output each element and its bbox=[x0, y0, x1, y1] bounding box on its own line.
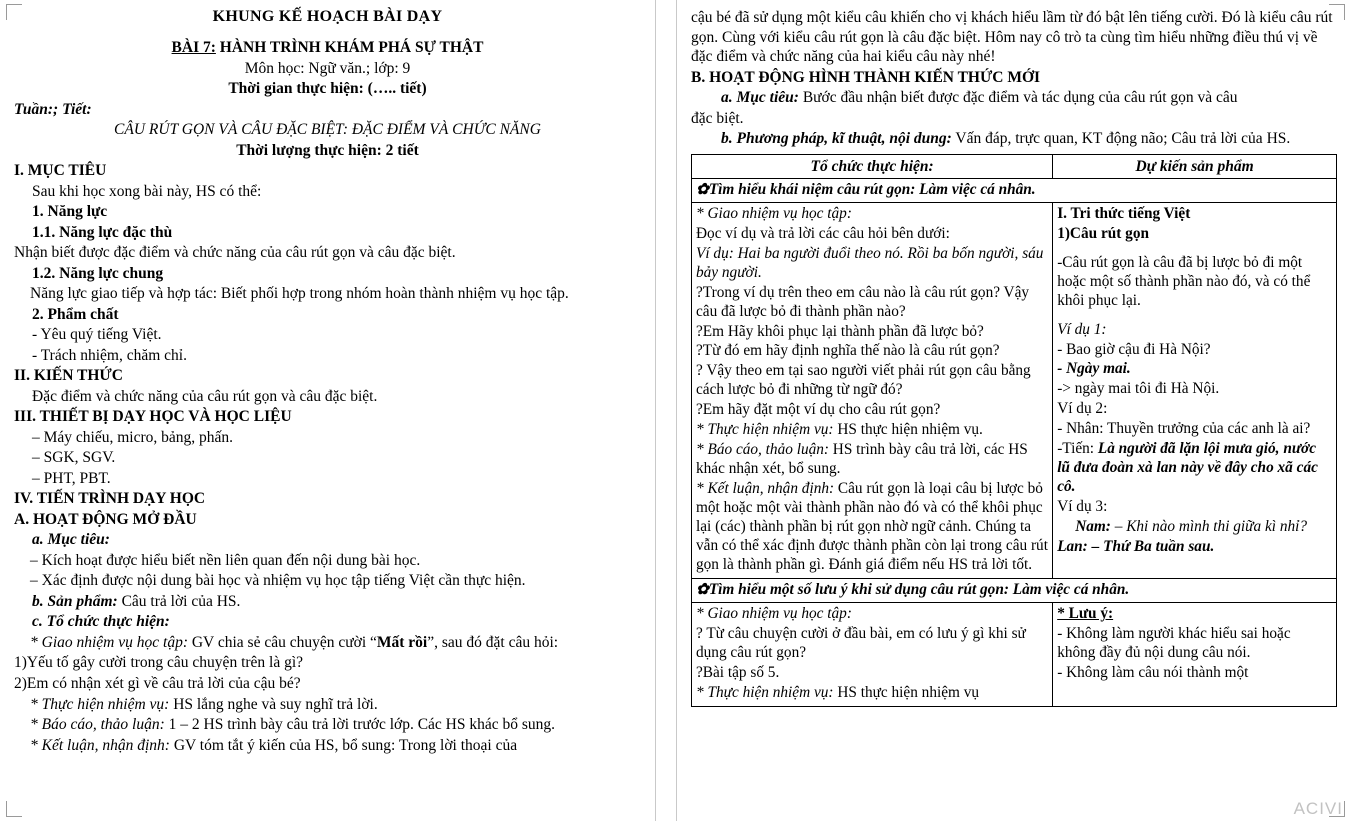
s1r-vidu3-b-label: Lan: bbox=[1057, 538, 1088, 556]
s2-giao-nhiem-vu-label: * Giao nhiệm vụ học tập: bbox=[696, 604, 852, 622]
page-gutter bbox=[655, 0, 677, 821]
right-intro-paragraph: cậu bé đã sử dụng một kiểu câu khiến cho vị khách hiểu lầm từ đó bật lên tiếng cười. Đó là kiểu câu rút gọn. Cùng với kiểu câu rút gọn là câu đặc biệt. Hôm nay cô trò ta cùng tìm hiểu những điều thú vị về đặc điểm và chức năng của hai kiểu câu này nhé! bbox=[691, 9, 1333, 66]
giao-nhiem-vu-text: GV chia sẻ câu chuyện cười “ bbox=[187, 633, 377, 651]
s1r-vidu2-label: Ví dụ 2: bbox=[1057, 400, 1108, 418]
s1r-heading-2: 1)Câu rút gọn bbox=[1057, 224, 1149, 242]
s1r-spacer bbox=[1057, 245, 1332, 253]
col-header-product: Dự kiến sản phẩm bbox=[1053, 154, 1337, 178]
crop-mark-top-left bbox=[6, 4, 22, 20]
duration-line: Thời lượng thực hiện: 2 tiết bbox=[236, 141, 419, 159]
section-b-phuong-phap-text: Vấn đáp, trực quan, KT động não; Câu trả lời của HS. bbox=[951, 130, 1291, 148]
s1r-vidu2-a bbox=[1057, 420, 1332, 439]
section-b-muc-tieu-text2: đặc biệt. bbox=[691, 109, 744, 127]
section-iii-heading: III. THIẾT BỊ DẠY HỌC VÀ HỌC LIỆU bbox=[14, 408, 292, 426]
section-1-banner: ✿Tìm hiểu khái niệm câu rút gọn: Làm việc cá nhân. bbox=[692, 178, 1337, 202]
giao-nhiem-vu-text2: ”, sau đó đặt câu hỏi: bbox=[427, 633, 559, 651]
section-b-muc-tieu-line bbox=[691, 88, 1337, 108]
giao-nhiem-vu-label: * Giao nhiệm vụ học tập: bbox=[30, 633, 188, 651]
section-ii-heading: II. KIẾN THỨC bbox=[14, 367, 123, 385]
s2-thuc-hien-text: HS thực hiện nhiệm vụ bbox=[833, 683, 980, 701]
giao-nhiem-vu-story: Mất rồi bbox=[376, 633, 428, 651]
section-iv-heading: IV. TIẾN TRÌNH DẠY HỌC bbox=[14, 490, 206, 508]
s1-bao-cao-line bbox=[696, 441, 1048, 479]
s1r-vidu1-a: - Bao giờ cậu đi Hà Nội? bbox=[1057, 340, 1211, 358]
week-label: Tuần: bbox=[14, 100, 54, 118]
section-2-right-cell bbox=[1053, 602, 1337, 706]
section-iv-a-heading: A. HOẠT ĐỘNG MỞ ĐẦU bbox=[14, 510, 197, 528]
bao-cao-thao-luan-label: * Báo cáo, thảo luận: bbox=[30, 716, 165, 734]
section-2-banner: ✿Tìm hiểu một số lưu ý khi sử dụng câu rút gọn: Làm việc cá nhân. bbox=[692, 578, 1337, 602]
s2r-luu-y-heading: * Lưu ý: bbox=[1057, 604, 1114, 622]
s1-question-1: ?Trong ví dụ trên theo em câu nào là câu rút gọn? Vậy câu đã lược bỏ đi thành phần nào? bbox=[696, 283, 1030, 320]
s1r-vidu1-b: - Ngày mai. bbox=[1057, 360, 1131, 378]
activity-table bbox=[691, 154, 1337, 707]
s1-thuc-hien-text: HS thực hiện nhiệm vụ. bbox=[833, 421, 983, 439]
section-ii-text: Đặc điểm và chức năng của câu rút gọn và câu đặc biệt. bbox=[32, 387, 378, 405]
s1-question-5: ?Em hãy đặt một ví dụ cho câu rút gọn? bbox=[696, 401, 941, 419]
section-1-left-cell bbox=[692, 202, 1053, 578]
s1r-vidu2-b-label: -Tiến: bbox=[1057, 440, 1095, 458]
to-chuc-thuc-hien-label: c. Tổ chức thực hiện: bbox=[32, 613, 170, 631]
section-b-muc-tieu-label: a. Mục tiêu: bbox=[721, 89, 799, 107]
s1-vi-du-label: Ví dụ: bbox=[696, 244, 734, 262]
nang-luc-dac-thu-heading: 1.1. Năng lực đặc thù bbox=[32, 223, 173, 241]
s2-question-1: ? Từ câu chuyện cười ở đầu bài, em có lưu ý gì khi sử dụng câu rút gọn? bbox=[696, 624, 1026, 661]
pham-chat-item-1: - Yêu quý tiếng Việt. bbox=[32, 326, 162, 344]
s1r-vidu2-b-text: Là người đã lặn lội mưa gió, nước lũ đưa đoàn xà lan này về đây cho xã các cô. bbox=[1057, 440, 1318, 496]
s1r-vidu2-b bbox=[1057, 440, 1332, 497]
muc-tieu-item-1: – Kích hoạt được hiểu biết nền liên quan đến nội dung bài học. bbox=[30, 551, 421, 569]
s1-question-4: ? Vậy theo em tại sao người viết phải rút gọn câu bằng cách lược bỏ đi những từ ngữ đó? bbox=[696, 362, 1031, 399]
topic-line: CÂU RÚT GỌN VÀ CÂU ĐẶC BIỆT: ĐẶC ĐIỂM VÀ CHỨC NĂNG bbox=[114, 121, 541, 139]
giao-nhiem-vu-line bbox=[14, 633, 641, 653]
s1-vi-du-text: Hai ba người đuổi theo nó. Rồi ba bốn người, sáu bảy người. bbox=[696, 244, 1044, 281]
muc-tieu-label: a. Mục tiêu: bbox=[32, 531, 110, 549]
s1r-vidu2-a-label: - Nhân: bbox=[1057, 420, 1104, 438]
s2-thuc-hien-line bbox=[696, 684, 1048, 703]
san-pham-label: b. Sản phẩm: bbox=[32, 592, 118, 610]
crop-mark-top-right bbox=[1329, 4, 1345, 20]
s1-ket-luan-line bbox=[696, 480, 1048, 575]
thuc-hien-nhiem-vu-text: HS lắng nghe và suy nghĩ trả lời. bbox=[169, 695, 378, 713]
s1r-vidu1-c: -> ngày mai tôi đi Hà Nội. bbox=[1057, 380, 1220, 398]
section-2-left-cell bbox=[692, 602, 1053, 706]
subject-line: Môn học: Ngữ văn.; lớp: 9 bbox=[244, 59, 411, 77]
s1-bao-cao-text: HS trình bày câu trả lời, các HS khác nhận xét, bổ sung. bbox=[696, 441, 1028, 478]
s1-bao-cao-label: * Báo cáo, thảo luận: bbox=[696, 441, 829, 459]
ket-luan-nhan-dinh-text: GV tóm tắt ý kiến của HS, bổ sung: Trong lời thoại của bbox=[169, 736, 518, 754]
s1r-vidu3-label: Ví dụ 3: bbox=[1057, 498, 1108, 516]
section-iii-item-1: – Máy chiếu, micro, bảng, phấn. bbox=[32, 428, 234, 446]
ket-luan-nhan-dinh-line bbox=[14, 736, 641, 756]
s1r-spacer-2 bbox=[1057, 312, 1332, 320]
table-row bbox=[692, 602, 1337, 706]
table-header-row bbox=[692, 154, 1337, 178]
section-i-subtext: Sau khi học xong bài này, HS có thể: bbox=[32, 182, 262, 200]
thuc-hien-nhiem-vu-line bbox=[14, 695, 641, 715]
s1r-vidu2-a-text: Thuyền trưởng của các anh là ai? bbox=[1103, 420, 1311, 438]
s1-ket-luan-label: * Kết luận, nhận định: bbox=[696, 480, 835, 498]
s1-thuc-hien-line bbox=[696, 421, 1048, 440]
table-row bbox=[692, 202, 1337, 578]
s1r-vidu3-a-text: – Khi nào mình thi giữa kì nhỉ? bbox=[1110, 518, 1308, 536]
col-header-organization: Tổ chức thực hiện: bbox=[692, 154, 1053, 178]
table-banner-row-2 bbox=[692, 578, 1337, 602]
section-iii-item-3: – PHT, PBT. bbox=[32, 469, 111, 487]
document-title: KHUNG KẾ HOẠCH BÀI DẠY bbox=[212, 8, 443, 25]
san-pham-text: Câu trả lời của HS. bbox=[117, 592, 241, 610]
nang-luc-dac-thu-text: Nhận biết được đặc điểm và chức năng của câu rút gọn và câu đặc biệt. bbox=[14, 244, 456, 262]
s2r-note-1: - Không làm người khác hiểu sai hoặc không đầy đủ nội dung câu nói. bbox=[1057, 624, 1291, 661]
left-page bbox=[0, 0, 655, 821]
s1r-vidu3-a-label: Nam: bbox=[1075, 518, 1111, 536]
section-b-phuong-phap-label: b. Phương pháp, kĩ thuật, nội dung: bbox=[721, 130, 952, 148]
section-b-heading: B. HOẠT ĐỘNG HÌNH THÀNH KIẾN THỨC MỚI bbox=[691, 68, 1041, 86]
s1-question-3: ?Từ đó em hãy định nghĩa thế nào là câu rút gọn? bbox=[696, 342, 1000, 360]
bao-cao-thao-luan-line bbox=[14, 715, 641, 735]
question-1: 1)Yếu tố gây cười trong câu chuyện trên là gì? bbox=[14, 654, 304, 672]
s1-line-doc-vi-du: Đọc ví dụ và trả lời các câu hỏi bên dưới: bbox=[696, 224, 950, 242]
pham-chat-heading: 2. Phẩm chất bbox=[32, 305, 119, 323]
s1-giao-nhiem-vu-label: * Giao nhiệm vụ học tập: bbox=[696, 204, 852, 222]
s1-vi-du-line bbox=[696, 245, 1048, 283]
pham-chat-item-2: - Trách nhiệm, chăm chỉ. bbox=[32, 346, 187, 364]
section-b-phuong-phap-line bbox=[691, 129, 1337, 149]
s2-question-2: ?Bài tập số 5. bbox=[696, 663, 780, 681]
section-b-muc-tieu-text: Bước đầu nhận biết được đặc điểm và tác dụng của câu rút gọn và câu bbox=[798, 89, 1238, 107]
bao-cao-thao-luan-text: 1 – 2 HS trình bày câu trả lời trước lớp. Các HS khác bổ sung. bbox=[164, 716, 556, 734]
table-banner-row-1 bbox=[692, 178, 1337, 202]
nang-luc-heading: 1. Năng lực bbox=[32, 203, 108, 221]
right-page bbox=[677, 0, 1351, 821]
s1r-vidu3-b-text: – Thứ Ba tuần sau. bbox=[1087, 538, 1215, 556]
lesson-heading bbox=[14, 38, 641, 58]
lesson-name: HÀNH TRÌNH KHÁM PHÁ SỰ THẬT bbox=[219, 39, 484, 56]
section-iii-item-2: – SGK, SGV. bbox=[32, 449, 116, 467]
section-1-right-cell bbox=[1053, 202, 1337, 578]
time-line: Thời gian thực hiện: (….. tiết) bbox=[228, 80, 427, 98]
san-pham-line bbox=[14, 592, 641, 612]
nang-luc-chung-heading: 1.2. Năng lực chung bbox=[32, 264, 164, 282]
s2-thuc-hien-label: * Thực hiện nhiệm vụ: bbox=[696, 683, 834, 701]
s1r-vidu3-a bbox=[1057, 518, 1332, 537]
s2r-note-2: - Không làm câu nói thành một bbox=[1057, 663, 1249, 681]
s1r-definition: -Câu rút gọn là câu đã bị lược bỏ đi một hoặc một số thành phần nào đó, và có thể khôi phục lại. bbox=[1057, 253, 1311, 309]
nang-luc-chung-text: Năng lực giao tiếp và hợp tác: Biết phối hợp trong nhóm hoàn thành nhiệm vụ học tập. bbox=[30, 285, 569, 303]
crop-mark-bottom-left bbox=[6, 801, 22, 817]
s1r-heading-1: I. Tri thức tiếng Việt bbox=[1057, 204, 1191, 222]
s1-ket-luan-text: Câu rút gọn là loại câu bị lược bỏ một hoặc một vài thành phần nào đó và có thể khôi phục lại (các) thành phần bị rút gọn nhờ ngữ cảnh. Chúng ta vẫn có thể xác định được thành phần còn lại trong câu rút gọn là thành phần gì. Đánh giá điểm nếu HS trả lời tốt. bbox=[696, 480, 1048, 573]
watermark: ACIVI bbox=[1293, 799, 1343, 818]
week-period-line bbox=[14, 100, 641, 120]
thuc-hien-nhiem-vu-label: * Thực hiện nhiệm vụ: bbox=[30, 695, 170, 713]
s1-thuc-hien-label: * Thực hiện nhiệm vụ: bbox=[696, 421, 834, 439]
period-label: ; Tiết: bbox=[53, 100, 92, 118]
s1-question-2: ?Em Hãy khôi phục lại thành phần đã lược bỏ? bbox=[696, 322, 984, 340]
muc-tieu-item-2: – Xác định được nội dung bài học và nhiệm vụ học tập tiếng Việt cần thực hiện. bbox=[30, 572, 526, 590]
section-i-heading: I. MỤC TIÊU bbox=[14, 162, 107, 180]
question-2: 2)Em có nhận xét gì về câu trả lời của cậu bé? bbox=[14, 674, 301, 692]
s1r-vidu3-b bbox=[1057, 538, 1332, 557]
lesson-number: BÀI 7: bbox=[171, 39, 216, 56]
s1r-vidu1-label: Ví dụ 1: bbox=[1057, 320, 1107, 338]
ket-luan-nhan-dinh-label: * Kết luận, nhận định: bbox=[30, 736, 170, 754]
